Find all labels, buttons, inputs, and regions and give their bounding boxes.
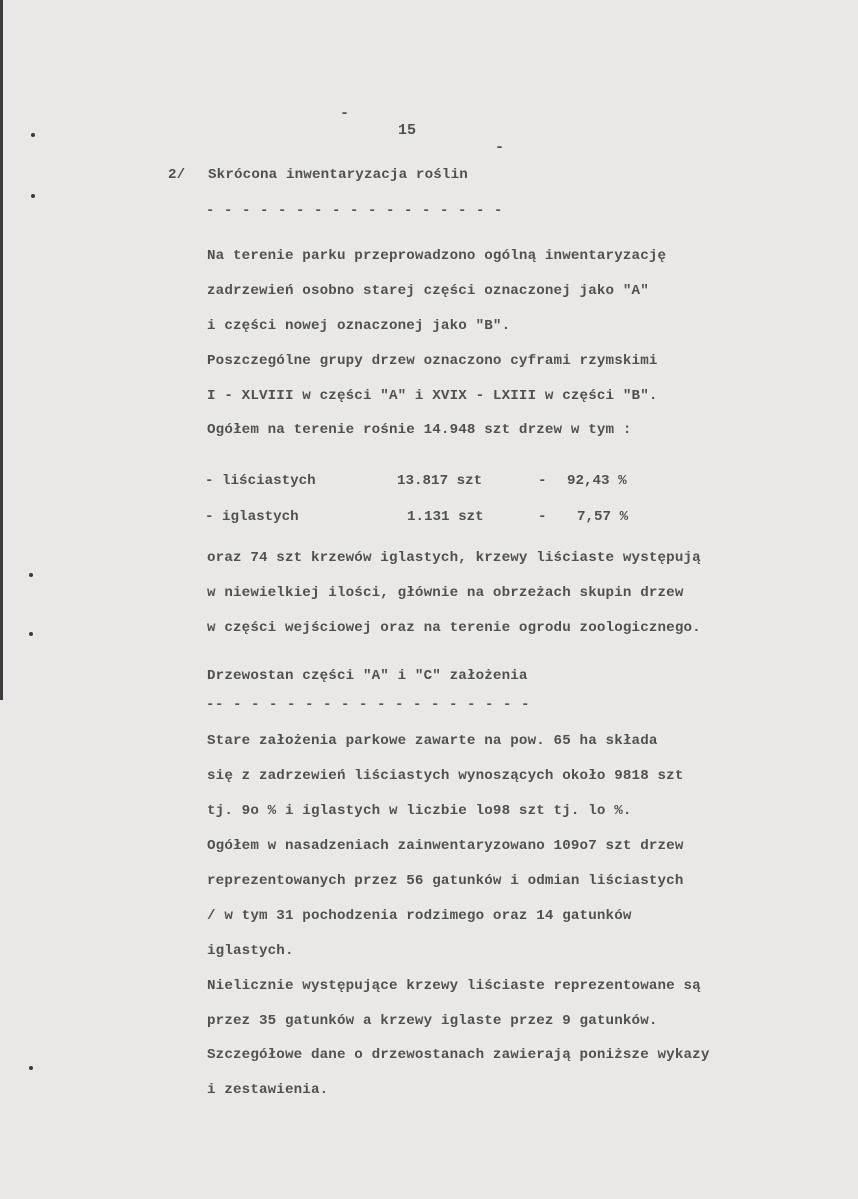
breakdown-dash: - [538, 473, 547, 489]
subsection-title: Drzewostan części "A" i "C" założenia [207, 668, 528, 684]
margin-dot [31, 133, 35, 137]
breakdown-percent: 92,43 % [567, 473, 627, 489]
paragraph-line: zadrzewień osobno starej części oznaczonej jako "A" [207, 283, 649, 299]
breakdown-label: - iglastych [205, 509, 299, 525]
margin-dot [29, 1066, 33, 1070]
subsection-title-underline: -- - - - - - - - - - - - - - - - - - [206, 697, 531, 713]
paragraph-line: i zestawienia. [207, 1082, 329, 1098]
scan-edge-bar [0, 0, 3, 700]
paragraph-line: przez 35 gatunków a krzewy iglaste przez 9 gatunków. [207, 1013, 658, 1029]
paragraph-line: Na terenie parku przeprowadzono ogólną inwentaryzację [207, 248, 667, 264]
breakdown-count: 1.131 szt [407, 509, 484, 525]
section-title: Skrócona inwentaryzacja roślin [208, 167, 468, 183]
paragraph-line: w części wejściowej oraz na terenie ogrodu zoologicznego. [207, 620, 701, 636]
paragraph-line: Ogółem na terenie rośnie 14.948 szt drzew w tym : [207, 422, 632, 438]
section-number: 2/ [168, 167, 186, 183]
page-number-value: 15 [398, 122, 417, 139]
paragraph-line: Ogółem w nasadzeniach zainwentaryzowano 109o7 szt drzew [207, 838, 684, 854]
paragraph-line: i części nowej oznaczonej jako "B". [207, 318, 511, 334]
paragraph-line: się z zadrzewień liściastych wynoszących około 9818 szt [207, 768, 684, 784]
breakdown-dash: - [538, 509, 547, 525]
paragraph-line: reprezentowanych przez 56 gatunków i odmian liściastych [207, 873, 684, 889]
paragraph-line: / w tym 31 pochodzenia rodzimego oraz 14 gatunków [207, 908, 632, 924]
paragraph-line: tj. 9o % i iglastych w liczbie lo98 szt tj. lo %. [207, 803, 632, 819]
paragraph-line: iglastych. [207, 943, 294, 959]
margin-dot [29, 573, 33, 577]
paragraph-line: oraz 74 szt krzewów iglastych, krzewy liściaste występują [207, 550, 701, 566]
page-number-dash-left: - [340, 105, 350, 122]
page-number [340, 88, 510, 156]
breakdown-label: - liściastych [205, 473, 316, 489]
paragraph-line: Szczegółowe dane o drzewostanach zawierają poniższe wykazy [207, 1047, 710, 1063]
breakdown-count: 13.817 szt [397, 473, 483, 489]
paragraph-line: w niewielkiej ilości, głównie na obrzeżach skupin drzew [207, 585, 684, 601]
paragraph-line: Poszczególne grupy drzew oznaczono cyframi rzymskimi [207, 353, 658, 369]
section-title-underline: - - - - - - - - - - - - - - - - - [206, 203, 504, 219]
paragraph-line: I - XLVIII w części "A" i XVIX - LXIII w części "B". [207, 388, 658, 404]
paragraph-line: Nielicznie występujące krzewy liściaste reprezentowane są [207, 978, 701, 994]
breakdown-percent: 7,57 % [577, 509, 629, 525]
margin-dot [31, 194, 35, 198]
margin-dot [29, 632, 33, 636]
paragraph-line: Stare założenia parkowe zawarte na pow. 65 ha składa [207, 733, 658, 749]
page-number-dash-right: - [495, 139, 505, 156]
